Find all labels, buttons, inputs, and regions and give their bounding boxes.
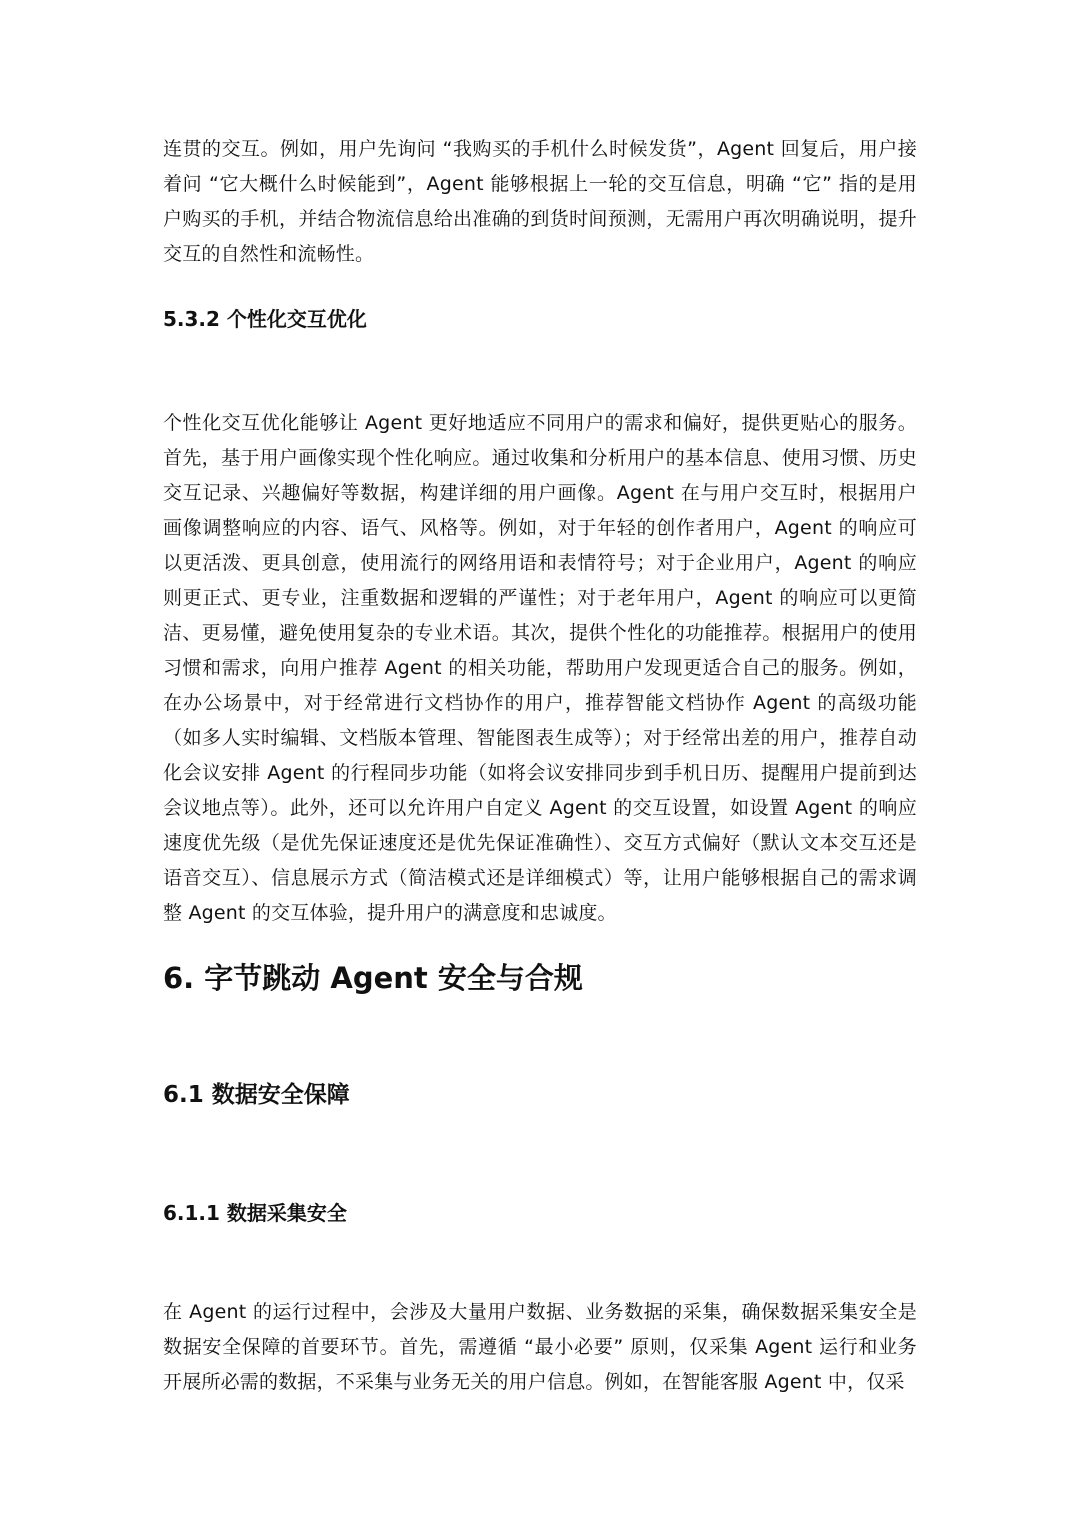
chapter-heading-6: 6. 字节跳动 Agent 安全与合规: [163, 961, 583, 995]
document-content: [163, 132, 917, 1400]
intro-paragraph: 连贯的交互。例如，用户先询问 “我购买的手机什么时候发货”，Agent 回复后，用户接着问 “它大概什么时候能到”，Agent 能够根据上一轮的交互信息，明确 “它” 指的是用户购买的手机，并结合物流信息给出准确的到货时间预测，无需用户再次明确说明，提升交互的自然性和流畅性。: [163, 138, 917, 265]
subsection-heading-5-3-2: 5.3.2 个性化交互优化: [163, 307, 367, 331]
spacer: [163, 931, 917, 958]
subsection-heading-6-1-1: 6.1.1 数据采集安全: [163, 1201, 347, 1225]
paragraph-data-collection-security: 在 Agent 的运行过程中，会涉及大量用户数据、业务数据的采集，确保数据采集安全是数据安全保障的首要环节。首先，需遵循 “最小必要” 原则，仅采集 Agent 运行和业务开展所必需的数据，不采集与业务无关的用户信息。例如，在智能客服 Agent 中，仅采: [163, 1301, 917, 1393]
paragraph-personalized-interaction: 个性化交互优化能够让 Agent 更好地适应不同用户的需求和偏好，提供更贴心的服务。首先，基于用户画像实现个性化响应。通过收集和分析用户的基本信息、使用习惯、历史交互记录、兴趣偏好等数据，构建详细的用户画像。Agent 在与用户交互时，根据用户画像调整响应的内容、语气、风格等。例如，对于年轻的创作者用户，Agent 的响应可以更活泼、更具创意，使用流行的网络用语和表情符号；对于企业用户，Agent 的响应则更正式、更专业，注重数据和逻辑的严谨性；对于老年用户，Agent 的响应可以更简洁、更易懂，避免使用复杂的专业术语。其次，提供个性化的功能推荐。根据用户的使用习惯和需求，向用户推荐 Agent 的相关功能，帮助用户发现更适合自己的服务。例如，在办公场景中，对于经常进行文档协作的用户，推荐智能文档协作 Agent 的高级功能（如多人实时编辑、文档版本管理、智能图表生成等）；对于经常出差的用户，推荐自动化会议安排 Agent 的行程同步功能（如将会议安排同步到手机日历、提醒用户提前到达会议地点等）。此外，还可以允许用户自定义 Agent 的交互设置，如设置 Agent 的响应速度优先级（是优先保证速度还是优先保证准确性）、交互方式偏好（默认文本交互还是语音交互）、信息展示方式（简洁模式还是详细模式）等，让用户能够根据自己的需求调整 Agent 的交互体验，提升用户的满意度和忠诚度。: [163, 412, 917, 924]
spacer: [163, 998, 917, 1078]
spacer: [163, 272, 917, 304]
spacer: [163, 334, 917, 406]
spacer: [163, 1112, 917, 1198]
section-heading-6-1: 6.1 数据安全保障: [163, 1082, 350, 1108]
spacer: [163, 1228, 917, 1295]
